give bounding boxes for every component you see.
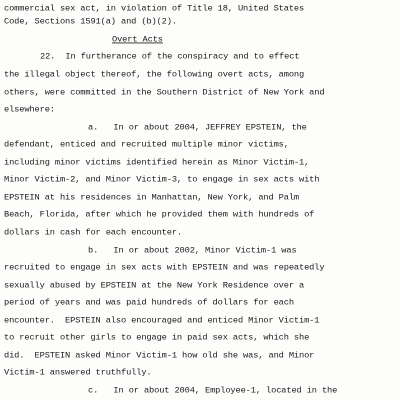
paragraph-b-line: recruited to engage in sex acts with EPSTEIN and was repeatedly	[4, 263, 325, 274]
paragraph-b-line: encounter. EPSTEIN also encouraged and enticed Minor Victim-1	[4, 315, 320, 326]
paragraph-a-line: a. In or about 2004, JEFFREY EPSTEIN, the	[87, 122, 307, 133]
paragraph-a-line: EPSTEIN at his residences in Manhattan, New York, and Palm	[4, 192, 300, 203]
paragraph-a-line: defendant, enticed and recruited multiple minor victims,	[4, 140, 289, 151]
paragraph-22-line: others, were committed in the Southern District of New York and	[4, 87, 325, 98]
paragraph-22-line: elsewhere:	[4, 105, 55, 116]
paragraph-b-line: period of years and was paid hundreds of dollars for each	[4, 298, 294, 309]
paragraph-a-line: Minor Victim-2, and Minor Victim-3, to engage in sex acts with	[4, 175, 320, 186]
paragraph-a-line: dollars in cash for each encounter.	[4, 228, 183, 239]
paragraph-b-line: sexually abused by EPSTEIN at the New York Residence over a	[4, 280, 305, 291]
paragraph-a-line: Beach, Florida, after which he provided them with hundreds of	[4, 210, 315, 221]
paragraph-b-line: did. EPSTEIN asked Minor Victim-1 how old she was, and Minor	[4, 350, 315, 361]
paragraph-b-line: Victim-1 answered truthfully.	[4, 368, 152, 379]
text-line: Code, Sections 1591(a) and (b)(2).	[4, 17, 177, 28]
section-heading: Overt Acts	[111, 34, 163, 45]
paragraph-22-line: 22. In furtherance of the conspiracy and to effect	[39, 52, 300, 63]
text-line: commercial sex act, in violation of Title 18, United States	[4, 4, 305, 15]
paragraph-22-line: the illegal object thereof, the following overt acts, among	[4, 70, 305, 81]
paragraph-b-line: to recruit other girls to engage in paid sex acts, which she	[4, 333, 310, 344]
paragraph-b-line: b. In or about 2002, Minor Victim-1 was	[87, 245, 297, 256]
paragraph-a-line: including minor victims identified herein as Minor Victim-1,	[4, 157, 310, 168]
paragraph-c-line: c. In or about 2004, Employee-1, located in the	[87, 385, 337, 396]
